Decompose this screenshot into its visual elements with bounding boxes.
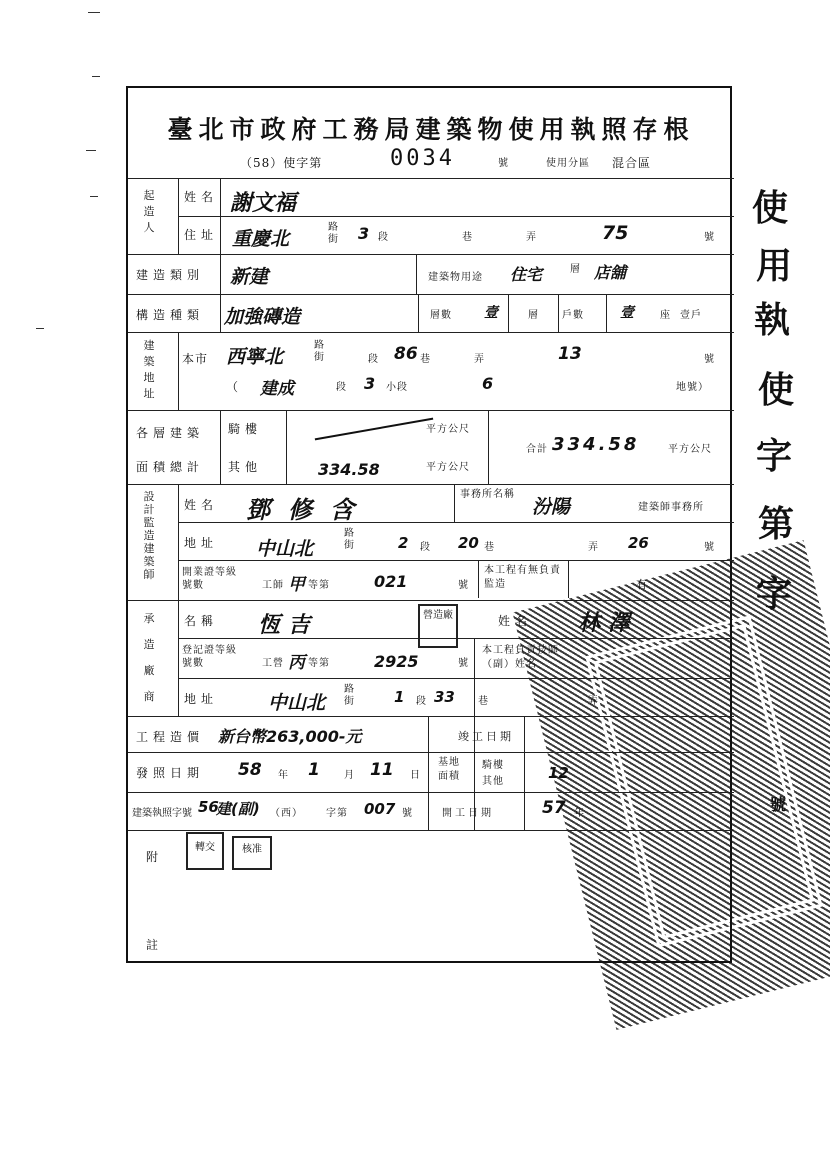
floors-label: 層數 [430, 310, 452, 321]
city-prefix: 本市 [182, 352, 209, 366]
land-section-unit: 段 [336, 382, 347, 393]
contractor-section-unit: 段 [416, 696, 427, 707]
notes-stamp-1: 轉交 [186, 832, 224, 870]
units-value: 壹 [620, 305, 634, 321]
designer-name: 鄧修含 [246, 496, 372, 524]
total-label: 合計 [526, 444, 548, 455]
issue-day: 11 [370, 760, 394, 780]
permit-number: 0034 [390, 146, 455, 171]
notes-label-bottom: 註 [146, 938, 164, 952]
blocks-unit: 座 [660, 310, 671, 321]
location-alley-unit: 弄 [474, 354, 485, 365]
designer-address: 中山北 [256, 538, 314, 560]
license-label: 開業證等級號數 [182, 567, 237, 591]
completion-label: 竣工日期 [458, 730, 514, 743]
number-suffix: 號 [498, 158, 509, 169]
issue-month: 1 [308, 760, 320, 780]
year-unit: 年 [278, 770, 289, 781]
use-label: 建築物用途 [428, 272, 483, 283]
use-extra: 店舖 [594, 263, 627, 282]
land-arcade-label: 騎樓 [482, 760, 504, 771]
other-value: 334.58 [318, 460, 380, 479]
supervise-label: 本工程有無負責監造 [484, 565, 561, 590]
applicant-address: 重慶北 [232, 228, 290, 250]
area-label-2: 面積總計 [136, 460, 205, 474]
land-other-label: 其他 [482, 776, 504, 787]
contractor-lane-unit: 巷 [478, 696, 489, 707]
side-char: 字 [756, 574, 793, 615]
designer-road-label: 路街 [344, 528, 355, 551]
subsection-value: 6 [482, 374, 494, 393]
office-suffix: 建築師事務所 [638, 502, 704, 513]
side-char: 第 [758, 504, 795, 545]
lot-unit: 地號） [676, 382, 709, 393]
use-value: 住宅 [510, 265, 543, 284]
land-value: 12 [548, 764, 569, 782]
designer-section: 2 [398, 534, 409, 552]
start-year: 57 [542, 798, 566, 818]
license-prefix: 工師 [262, 580, 284, 591]
designer-name-label: 姓名 [184, 498, 219, 512]
designer-number: 26 [628, 534, 649, 552]
alley-label: 弄 [526, 232, 537, 243]
form-title: 臺北市政府工務局建築物使用執照存根 [167, 115, 695, 144]
permit-type: 建(副) [216, 800, 260, 818]
floor-label: 層 [570, 264, 581, 275]
location-section-unit: 段 [368, 354, 379, 365]
contractor-address: 中山北 [268, 692, 326, 714]
license-mid: 等第 [308, 580, 330, 591]
cost-label: 工程造價 [136, 730, 205, 744]
total-unit: 平方公尺 [668, 444, 712, 455]
floors-value: 壹 [484, 305, 498, 321]
contractor-alley-unit: 弄 [588, 696, 599, 707]
lane-label: 巷 [462, 232, 473, 243]
location-lane-unit: 巷 [420, 354, 431, 365]
supervise-value: 有 [636, 578, 648, 591]
designer-lane-unit: 巷 [484, 542, 495, 553]
reg-no: 2925 [374, 652, 419, 671]
office-value: 汾陽 [532, 496, 571, 518]
reg-suffix: 號 [458, 658, 469, 669]
district: 建成 [260, 379, 294, 399]
designer-lane: 20 [458, 534, 479, 552]
notes-stamp-2: 核准 [232, 836, 272, 870]
land-prefix: （ [226, 380, 240, 394]
units-label: 戶數 [562, 310, 584, 321]
permit-label: 建築執照字號 [132, 808, 192, 819]
license-suffix: 號 [458, 580, 469, 591]
owner-label: 姓名 [498, 614, 533, 628]
margin-mark [86, 150, 96, 151]
contractor-stamp: 營造廠 [418, 604, 458, 648]
notes-label-top: 附 [146, 850, 164, 864]
reg-prefix: 工營 [262, 658, 284, 669]
other-label: 其他 [228, 460, 263, 474]
structure-value: 加強磚造 [224, 306, 301, 328]
year-prefix: （58）使字第 [240, 156, 323, 170]
permit-mid: 字第 [326, 808, 348, 819]
contractor-lane: 33 [434, 688, 455, 706]
contractor-section-label: 承造廠商 [143, 612, 155, 703]
side-char: 用 [756, 246, 793, 287]
permit-year: 56 [198, 798, 219, 816]
contractor-name: 恆吉 [258, 613, 319, 638]
office-label: 事務所名稱 [460, 489, 515, 500]
owner-value: 林澤 [578, 611, 639, 636]
designer-section-unit: 段 [420, 542, 431, 553]
arcade-dash [315, 418, 434, 441]
side-char: 執 [754, 300, 791, 341]
land-area-label: 基地面積 [438, 757, 460, 782]
margin-mark [88, 12, 100, 13]
floors-unit: 層 [528, 310, 539, 321]
side-char: 使 [752, 188, 789, 229]
designer-section-label: 設計監造建築師 [143, 490, 155, 581]
section-unit: 段 [378, 232, 389, 243]
designer-number-unit: 號 [704, 542, 715, 553]
tech-label: 本工程負責技師（副）姓名 [482, 645, 559, 670]
applicant-section: 3 [358, 224, 370, 243]
location-lane: 86 [394, 344, 418, 364]
side-char: 號 [770, 795, 787, 814]
applicant-section-label: 起造人 [143, 189, 155, 234]
zone-label: 使用分區 [546, 158, 590, 169]
start-label: 開工日期 [442, 808, 494, 819]
permit-form [126, 86, 732, 963]
location-number: 13 [558, 344, 582, 364]
issue-label: 發照日期 [136, 766, 205, 780]
margin-mark [90, 196, 98, 197]
arcade-unit: 平方公尺 [426, 424, 470, 435]
other-unit: 平方公尺 [426, 462, 470, 473]
land-section-value: 3 [364, 374, 376, 393]
contractor-address-label: 地址 [184, 692, 219, 706]
house-unit: 號 [704, 232, 715, 243]
margin-mark [36, 328, 44, 329]
month-unit: 月 [344, 770, 355, 781]
side-char: 字 [756, 436, 793, 477]
arcade-label: 騎樓 [228, 422, 263, 436]
applicant-name: 謝文福 [230, 191, 297, 216]
contractor-name-label: 名稱 [184, 614, 219, 628]
margin-mark [92, 76, 100, 77]
permit-no: 007 [364, 800, 396, 818]
side-char: 使 [758, 370, 795, 411]
license-class: 甲 [288, 575, 305, 595]
start-year-unit: 年 [574, 808, 585, 819]
address-label: 住址 [184, 228, 219, 242]
reg-class: 丙 [288, 653, 305, 673]
contractor-section: 1 [394, 688, 405, 706]
subsection-unit: 小段 [386, 382, 408, 393]
contractor-road-label: 路街 [344, 684, 355, 707]
issue-year: 58 [238, 760, 262, 780]
permit-district: （西） [270, 808, 303, 819]
location-number-unit: 號 [704, 354, 715, 365]
day-unit: 日 [410, 770, 421, 781]
reg-label: 登記證等級號數 [182, 645, 237, 669]
zone-value: 混合區 [612, 156, 652, 170]
category-label: 建造類別 [136, 268, 205, 282]
cost-value: 新台幣263,000-元 [218, 727, 362, 746]
units-unit: 壹戶 [680, 310, 702, 321]
applicant-house-no: 75 [602, 222, 629, 244]
area-label-1: 各層建築 [136, 426, 205, 440]
reg-mid: 等第 [308, 658, 330, 669]
structure-label: 構造種類 [136, 308, 205, 322]
designer-alley-unit: 弄 [588, 542, 599, 553]
road-label: 路街 [328, 222, 339, 245]
location-road-label: 路街 [314, 340, 325, 363]
location-section-label: 建築地址 [143, 339, 155, 400]
location-road: 西寧北 [226, 346, 284, 368]
category-value: 新建 [230, 266, 269, 288]
designer-address-label: 地址 [184, 536, 219, 550]
name-label: 姓名 [184, 190, 219, 204]
license-no: 021 [374, 572, 408, 591]
total-value: 334.58 [552, 434, 640, 455]
permit-suffix: 號 [402, 808, 413, 819]
